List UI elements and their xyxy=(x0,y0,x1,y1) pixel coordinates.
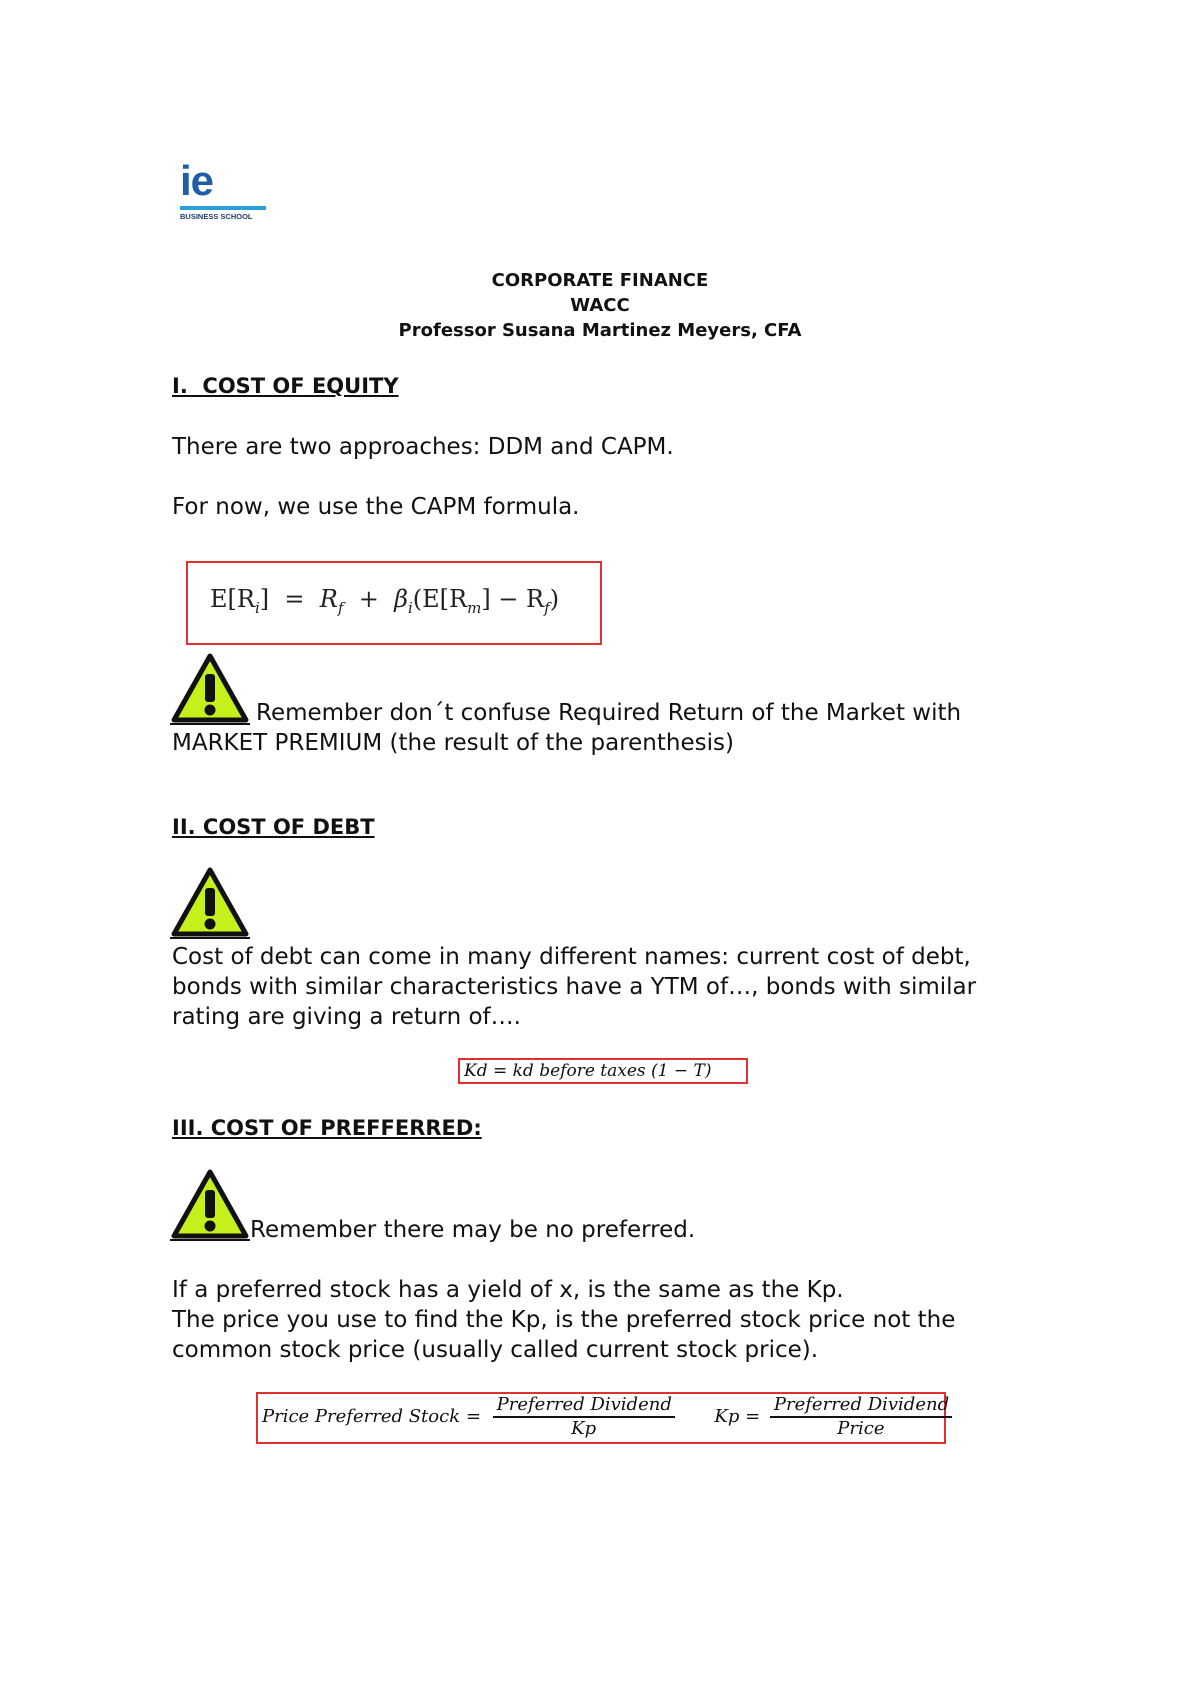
formula-sub-f2: f xyxy=(544,598,550,617)
formula-paren-close: ) xyxy=(549,585,560,613)
preferred-formula-box xyxy=(256,1392,950,1444)
formula-sub-beta: i xyxy=(407,598,413,617)
formula-sub-i: i xyxy=(254,598,260,617)
logo-subtitle: BUSINESS SCHOOL xyxy=(180,212,253,221)
paragraph-cost-of-debt: Cost of debt can come in many different names: current cost of debt, bonds with similar characteristics have a YTM of…, bonds with similar rating are giving a return of…. xyxy=(172,944,977,1030)
formula-er: E[R xyxy=(210,585,255,613)
capm-formula-box xyxy=(186,561,602,645)
kd-formula: Kd = kd before taxes (1 − T) xyxy=(464,1061,712,1081)
formula-bracket: ] xyxy=(259,585,270,613)
formula-minus: ] − R xyxy=(481,585,545,613)
formula-fraction-2 xyxy=(770,1394,952,1440)
professor-name: Professor Susana Martinez Meyers, CFA xyxy=(398,320,802,341)
course-title: CORPORATE FINANCE xyxy=(491,270,709,291)
formula-sub-f: f xyxy=(337,598,344,617)
ie-business-school-logo xyxy=(180,157,266,224)
logo-mark: ie xyxy=(180,157,214,204)
paragraph-preferred-yield: If a preferred stock has a yield of x, is the same as the Kp. xyxy=(172,1277,844,1303)
paragraph-capm: For now, we use the CAPM formula. xyxy=(172,494,580,520)
topic-title: WACC xyxy=(570,295,630,316)
section-heading-cost-of-debt: II. COST OF DEBT xyxy=(172,815,375,839)
formula-plus: + xyxy=(358,585,379,613)
warning-no-preferred: Remember there may be no preferred. xyxy=(250,1217,696,1243)
paragraph-preferred-price: The price you use to find the Kp, is the preferred stock price not the common stock price (usually called current stock price). xyxy=(172,1307,956,1363)
formula-numerator-2: Preferred Dividend xyxy=(770,1394,952,1418)
warning-icon xyxy=(170,866,250,940)
warning-market-premium: Remember don´t confuse Required Return of the Market with MARKET PREMIUM (the result of the parenthesis) xyxy=(172,700,962,756)
formula-price-lhs: Price Preferred Stock = xyxy=(262,1406,481,1427)
formula-sub-m: m xyxy=(467,598,482,617)
kd-formula-box xyxy=(458,1058,748,1084)
section-heading-cost-of-preferred: III. COST OF PREFFERRED: xyxy=(172,1116,482,1140)
preferred-formula xyxy=(262,1394,952,1440)
formula-market: (E[R xyxy=(412,585,468,613)
warning-icon xyxy=(170,1168,250,1242)
section-heading-cost-of-equity: I. COST OF EQUITY xyxy=(172,374,399,398)
formula-rf: R xyxy=(319,585,338,613)
formula-kp-lhs: Kp = xyxy=(714,1406,761,1427)
formula-beta: β xyxy=(394,585,408,613)
formula-fraction-1 xyxy=(493,1394,675,1440)
formula-denominator-2: Price xyxy=(837,1418,885,1439)
formula-denominator-1: Kp xyxy=(571,1418,597,1439)
capm-formula xyxy=(210,585,559,617)
logo-underline xyxy=(180,206,266,210)
paragraph-approaches: There are two approaches: DDM and CAPM. xyxy=(172,434,674,460)
formula-equals: = xyxy=(284,585,305,613)
formula-numerator-1: Preferred Dividend xyxy=(493,1394,675,1418)
